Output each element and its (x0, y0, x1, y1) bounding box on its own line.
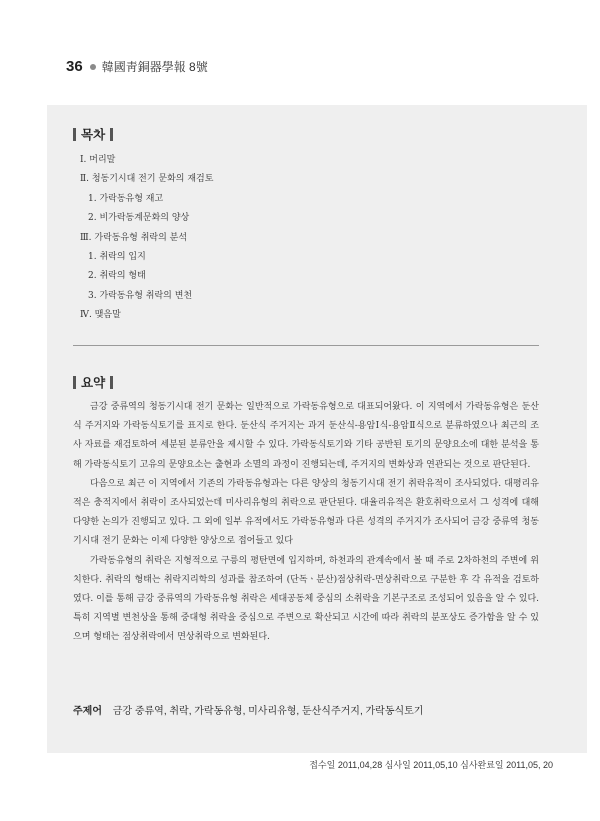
toc-heading (73, 125, 113, 143)
submission-dates: 접수일 2011,04,28 심사일 2011,05,10 심사완료일 2011,05, 20 (309, 760, 553, 770)
toc-item: 2. 취락의 형태 (88, 271, 146, 282)
bullet-dot-icon (90, 64, 96, 70)
toc-item: 1. 가락동유형 재고 (88, 193, 164, 204)
abstract-paragraph: 다음으로 최근 이 지역에서 기존의 가락동유형과는 다른 양상의 청동기시대 전기 취락유적이 조사되었다. 대평리유적은 충적지에서 취락이 조사되었는데 미사리유형의 취락으로 판단된다. 대율리유적은 환호취락으로서 그 성격에 대해 다양한 논의가 진행되고 있다. 그 외에 일부 유적에서도 가락동유형과 다른 성격의 주거지가 조사되어 금강 중류역 청동기시대 전기 문화는 이제 다양한 양상으로 접어들고 있다 (73, 478, 539, 547)
heading-bar-right (110, 376, 113, 389)
toc-item: 2. 비가락동계문화의 양상 (88, 213, 190, 224)
toc-heading-text: 목차 (81, 128, 106, 142)
heading-bar-left (73, 376, 76, 389)
heading-bar-right (110, 128, 113, 141)
summary-panel (47, 105, 587, 753)
keywords-text: 금강 중류역, 취락, 가락동유형, 미사리유형, 둔산식주거지, 가락동식토기 (112, 706, 424, 717)
abstract-body (73, 398, 539, 648)
keywords-label: 주제어 (73, 706, 102, 717)
abstract-heading (73, 373, 113, 391)
journal-title: 韓國靑銅器學報 8號 (101, 60, 208, 74)
heading-bar-left (73, 128, 76, 141)
abstract-heading-text: 요약 (81, 376, 106, 390)
toc-item: Ⅲ. 가락동유형 취락의 분석 (80, 232, 188, 243)
toc-item: Ⅳ. 맺음말 (80, 310, 121, 321)
toc-item: 3. 가락동유형 취락의 변천 (88, 290, 193, 301)
abstract-paragraph: 가락동유형의 취락은 지형적으로 구릉의 평탄면에 입지하며, 하천과의 관계속에서 볼 때 주로 2차하천의 주변에 위치한다. 취락의 형태는 취락지리학의 성과를 참조하여 (단독ㆍ분산)점상취락-면상취락으로 구분한 후 각 유적을 검토하였다. 이를 통해 금강 중류역의 가락동유형 취락은 세대공동체 중심의 소취락을 기본구조로 조성되어 있음을 알 수 있다. 특히 지역별 변천상을 통해 중대형 취락을 중심으로 주변으로 확산되고 시간에 따라 취락의 분포상도 증가함을 알 수 있으며 형태는 점상취락에서 면상취락으로 변화된다. (73, 555, 539, 643)
toc-item: Ⅰ. 머리말 (80, 155, 116, 165)
section-divider (73, 345, 539, 346)
page-number: 36 (66, 58, 83, 75)
toc-item: Ⅱ. 청동기시대 전기 문화의 재검토 (80, 174, 214, 185)
running-header (66, 58, 208, 75)
abstract-paragraph: 금강 중류역의 청동기시대 전기 문화는 일반적으로 가락동유형으로 대표되어왔다. 이 지역에서 가락동유형은 둔산식 주거지와 가락동식토기를 표지로 한다. 둔산식 주거지는 과거 둔산식-용암Ⅰ식-용암Ⅱ식으로 분류하였으나 최근의 조사 자료를 재검토하여 세분된 분류안을 제시할 수 있다. 가락동식토기와 기타 공반된 토기의 문양요소에 대한 분석을 통해 가락동식토기 고유의 문양요소는 출현과 소멸의 과정이 진행되는데, 주거지의 변화상과 연관되는 것으로 판단된다. (73, 402, 539, 470)
keywords-line (73, 702, 553, 717)
toc-list (80, 151, 560, 326)
toc-item: 1. 취락의 입지 (88, 251, 146, 262)
